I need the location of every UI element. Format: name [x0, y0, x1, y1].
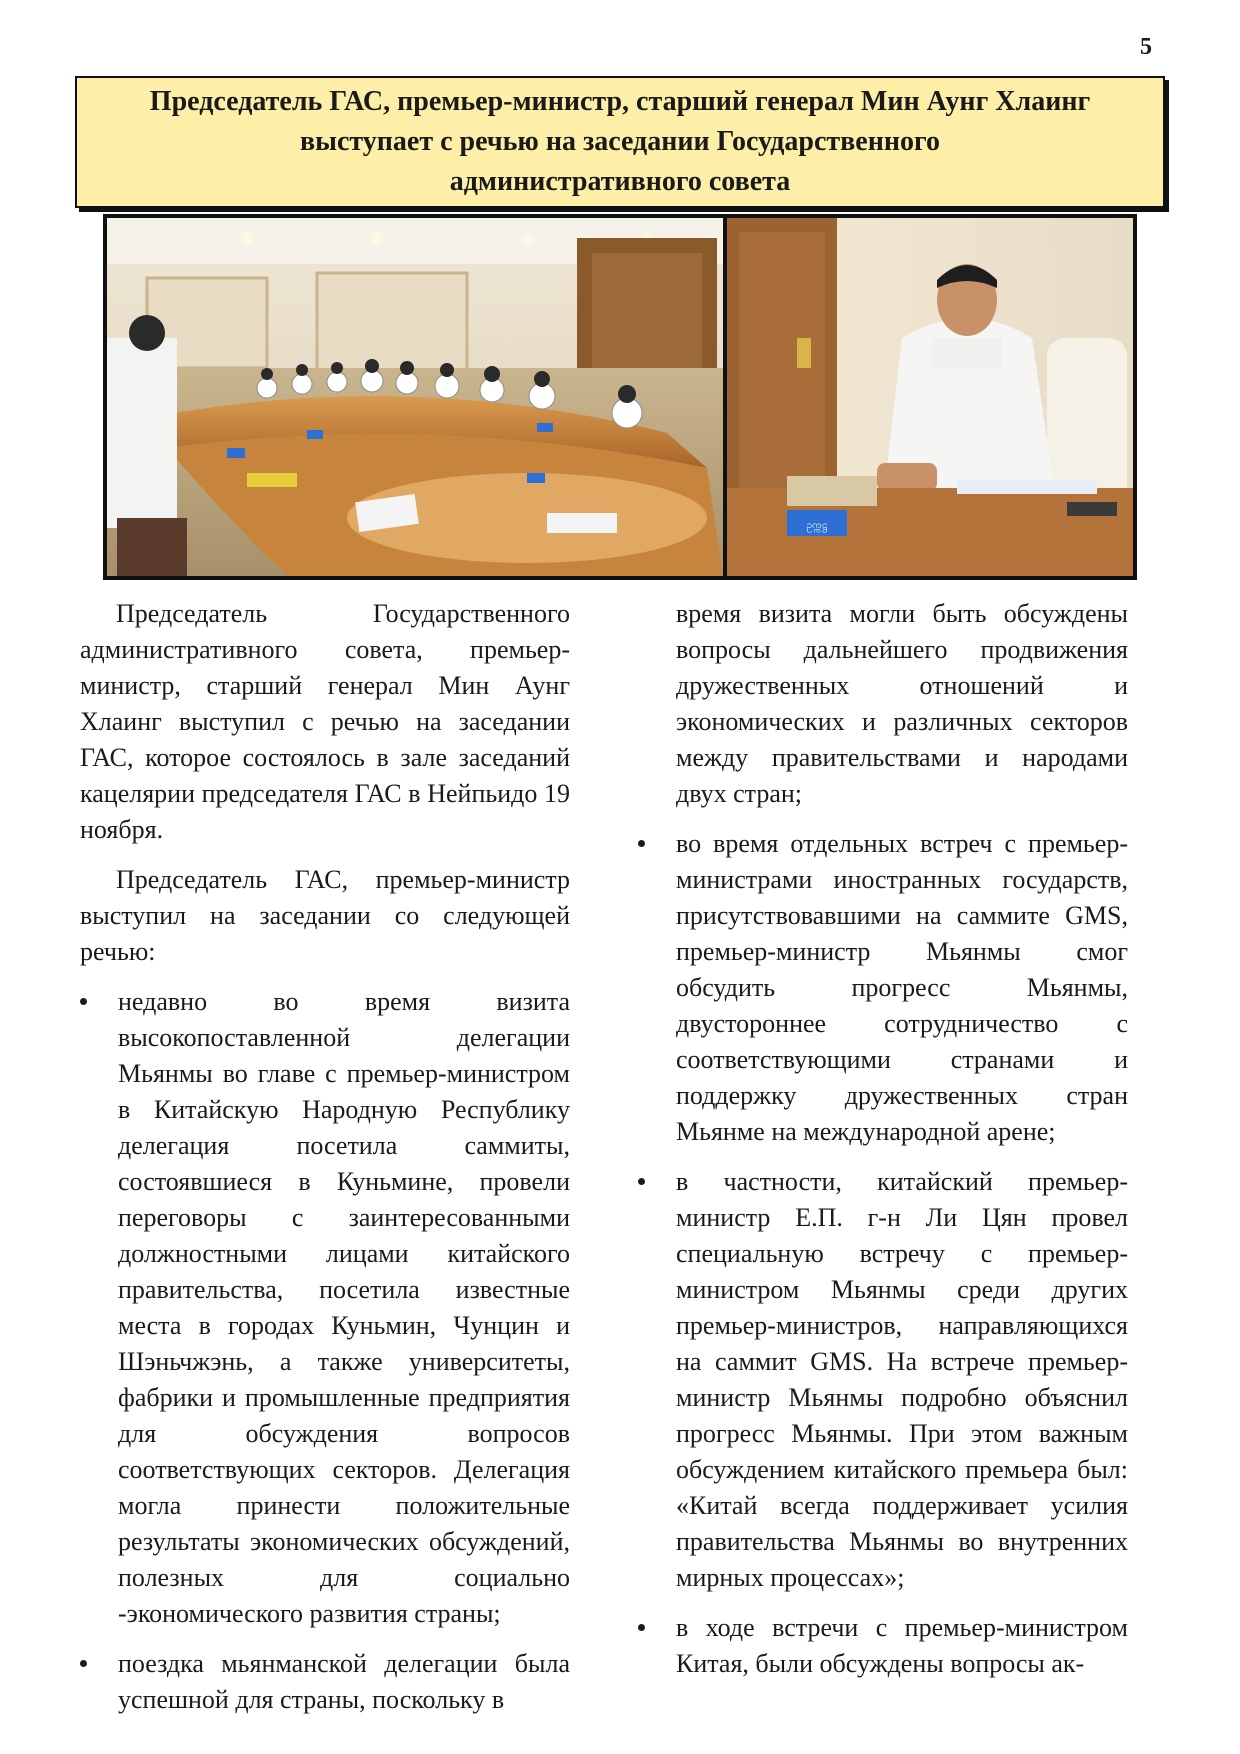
speech-intro-paragraph: Председатель ГАС, премьер-министр выступил на заседании со следующей речью:: [80, 865, 570, 966]
left-bullet-list: [80, 984, 570, 1718]
intro-paragraph: Председатель Государственного административного совета, премьер-министр, старший генерал Мин Аунг Хлаинг выступил с речью на заседании ГАС, которое состоялось в зале заседаний кацелярии председателя ГАС в Нейпьидо 19 ноября.: [80, 599, 570, 844]
bullet-icon: [638, 1178, 645, 1185]
nameplate-text: ဥက္ကဋ္ဌ: [806, 520, 828, 531]
list-item-text: в ходе встречи с премьер-министром Китая, были обсуждены вопросы ак-: [676, 1613, 1128, 1678]
bullet-icon: [80, 998, 87, 1005]
list-item-text: во время отдельных встреч с премьер-министрами иностранных государств, присутствовавшими на саммите GMS, премьер-министр Мьянмы смог обсудить прогресс Мьянмы, двустороннее сотрудничество с соответствующими странами и поддержку дружественных стран Мьянме на международной арене;: [676, 829, 1128, 1146]
list-item: [638, 826, 1128, 1150]
headline: [150, 82, 1090, 202]
bullet-icon: [80, 1660, 87, 1667]
headline-line-1: Председатель ГАС, премьер-министр, старший генерал Мин Аунг Хлаинг: [149, 86, 1091, 117]
list-item: [80, 1646, 570, 1718]
photo-strip: [103, 214, 1137, 580]
list-item-text: поездка мьянманской делегации была успешной для страны, поскольку в: [118, 1649, 570, 1714]
right-column: [638, 596, 1128, 1696]
meeting-hall-photo: [107, 218, 723, 576]
bullet-icon: [638, 1624, 645, 1631]
headline-line-3: административного совета: [449, 166, 791, 197]
headline-line-2: выступает с речью на заседании Государственного: [299, 126, 940, 157]
list-item: [638, 1610, 1128, 1682]
right-bullet-list: [638, 826, 1128, 1682]
list-item: [638, 1164, 1128, 1596]
bullet-icon: [638, 840, 645, 847]
list-item: [80, 984, 570, 1632]
list-item-text: в частности, китайский премьер-министр Е.П. г-н Ли Цян провел специальную встречу с премьер-министром Мьянмы среди других премьер-министров, направляющихся на саммит GMS. На встрече премьер-министр Мьянмы подробно объяснил прогресс Мьянмы. При этом важным обсуждением китайского премьера был: «Китай всегда поддерживает усилия правительства Мьянмы во внутренних мирных процессах»;: [676, 1167, 1128, 1592]
page-number: 5: [1140, 34, 1152, 60]
continued-paragraph: время визита могли быть обсуждены вопросы дальнейшего продвижения дружественных отношений и экономических и различных секторов между правительствами и народами двух стран;: [676, 599, 1128, 808]
headline-box: [75, 76, 1165, 208]
left-column: [80, 596, 570, 1732]
list-item-text: недавно во время визита высокопоставленной делегации Мьянмы во главе с премьер-министром в Китайскую Народную Республику делегация посетила саммиты, состоявшиеся в Куньмине, провели переговоры с заинтересованными должностными лицами китайского правительства, посетила известные места в городах Куньмин, Чунцин и Шэньчжэнь, а также университеты, фабрики и промышленные предприятия для обсуждения вопросов соответствующих секторов. Делегация могла принести положительные результаты экономических обсуждений, полезных для социально -экономического развития страны;: [118, 987, 570, 1628]
speaker-photo: [727, 218, 1133, 576]
